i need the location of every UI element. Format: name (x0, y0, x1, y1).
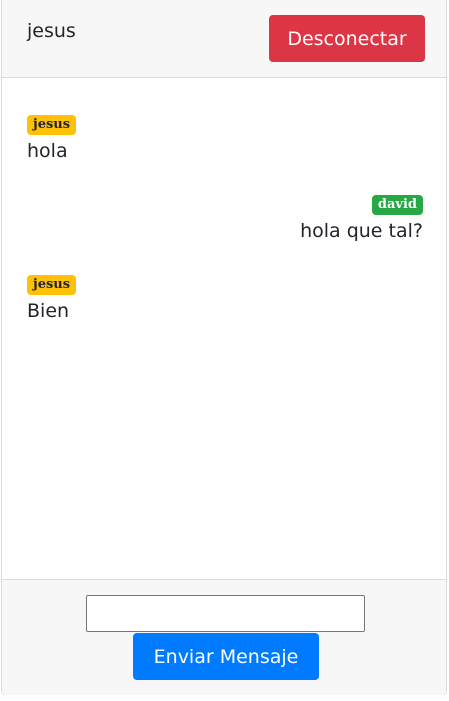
message-text: Bien (27, 300, 70, 322)
message-item (300, 191, 423, 242)
message-list (2, 78, 446, 579)
author-badge: jesus (27, 275, 76, 295)
message-text: hola que tal? (300, 220, 423, 242)
message-item (27, 111, 76, 162)
composer-bar (2, 579, 446, 695)
author-badge: david (372, 195, 423, 215)
chat-card (1, 0, 447, 695)
disconnect-button[interactable]: Desconectar (269, 15, 425, 62)
send-message-button[interactable]: Enviar Mensaje (133, 633, 319, 680)
author-badge: jesus (27, 115, 76, 135)
chat-header (2, 0, 446, 78)
message-input[interactable] (86, 595, 365, 632)
current-username: jesus (27, 20, 76, 42)
message-item (27, 271, 76, 322)
message-text: hola (27, 140, 68, 162)
